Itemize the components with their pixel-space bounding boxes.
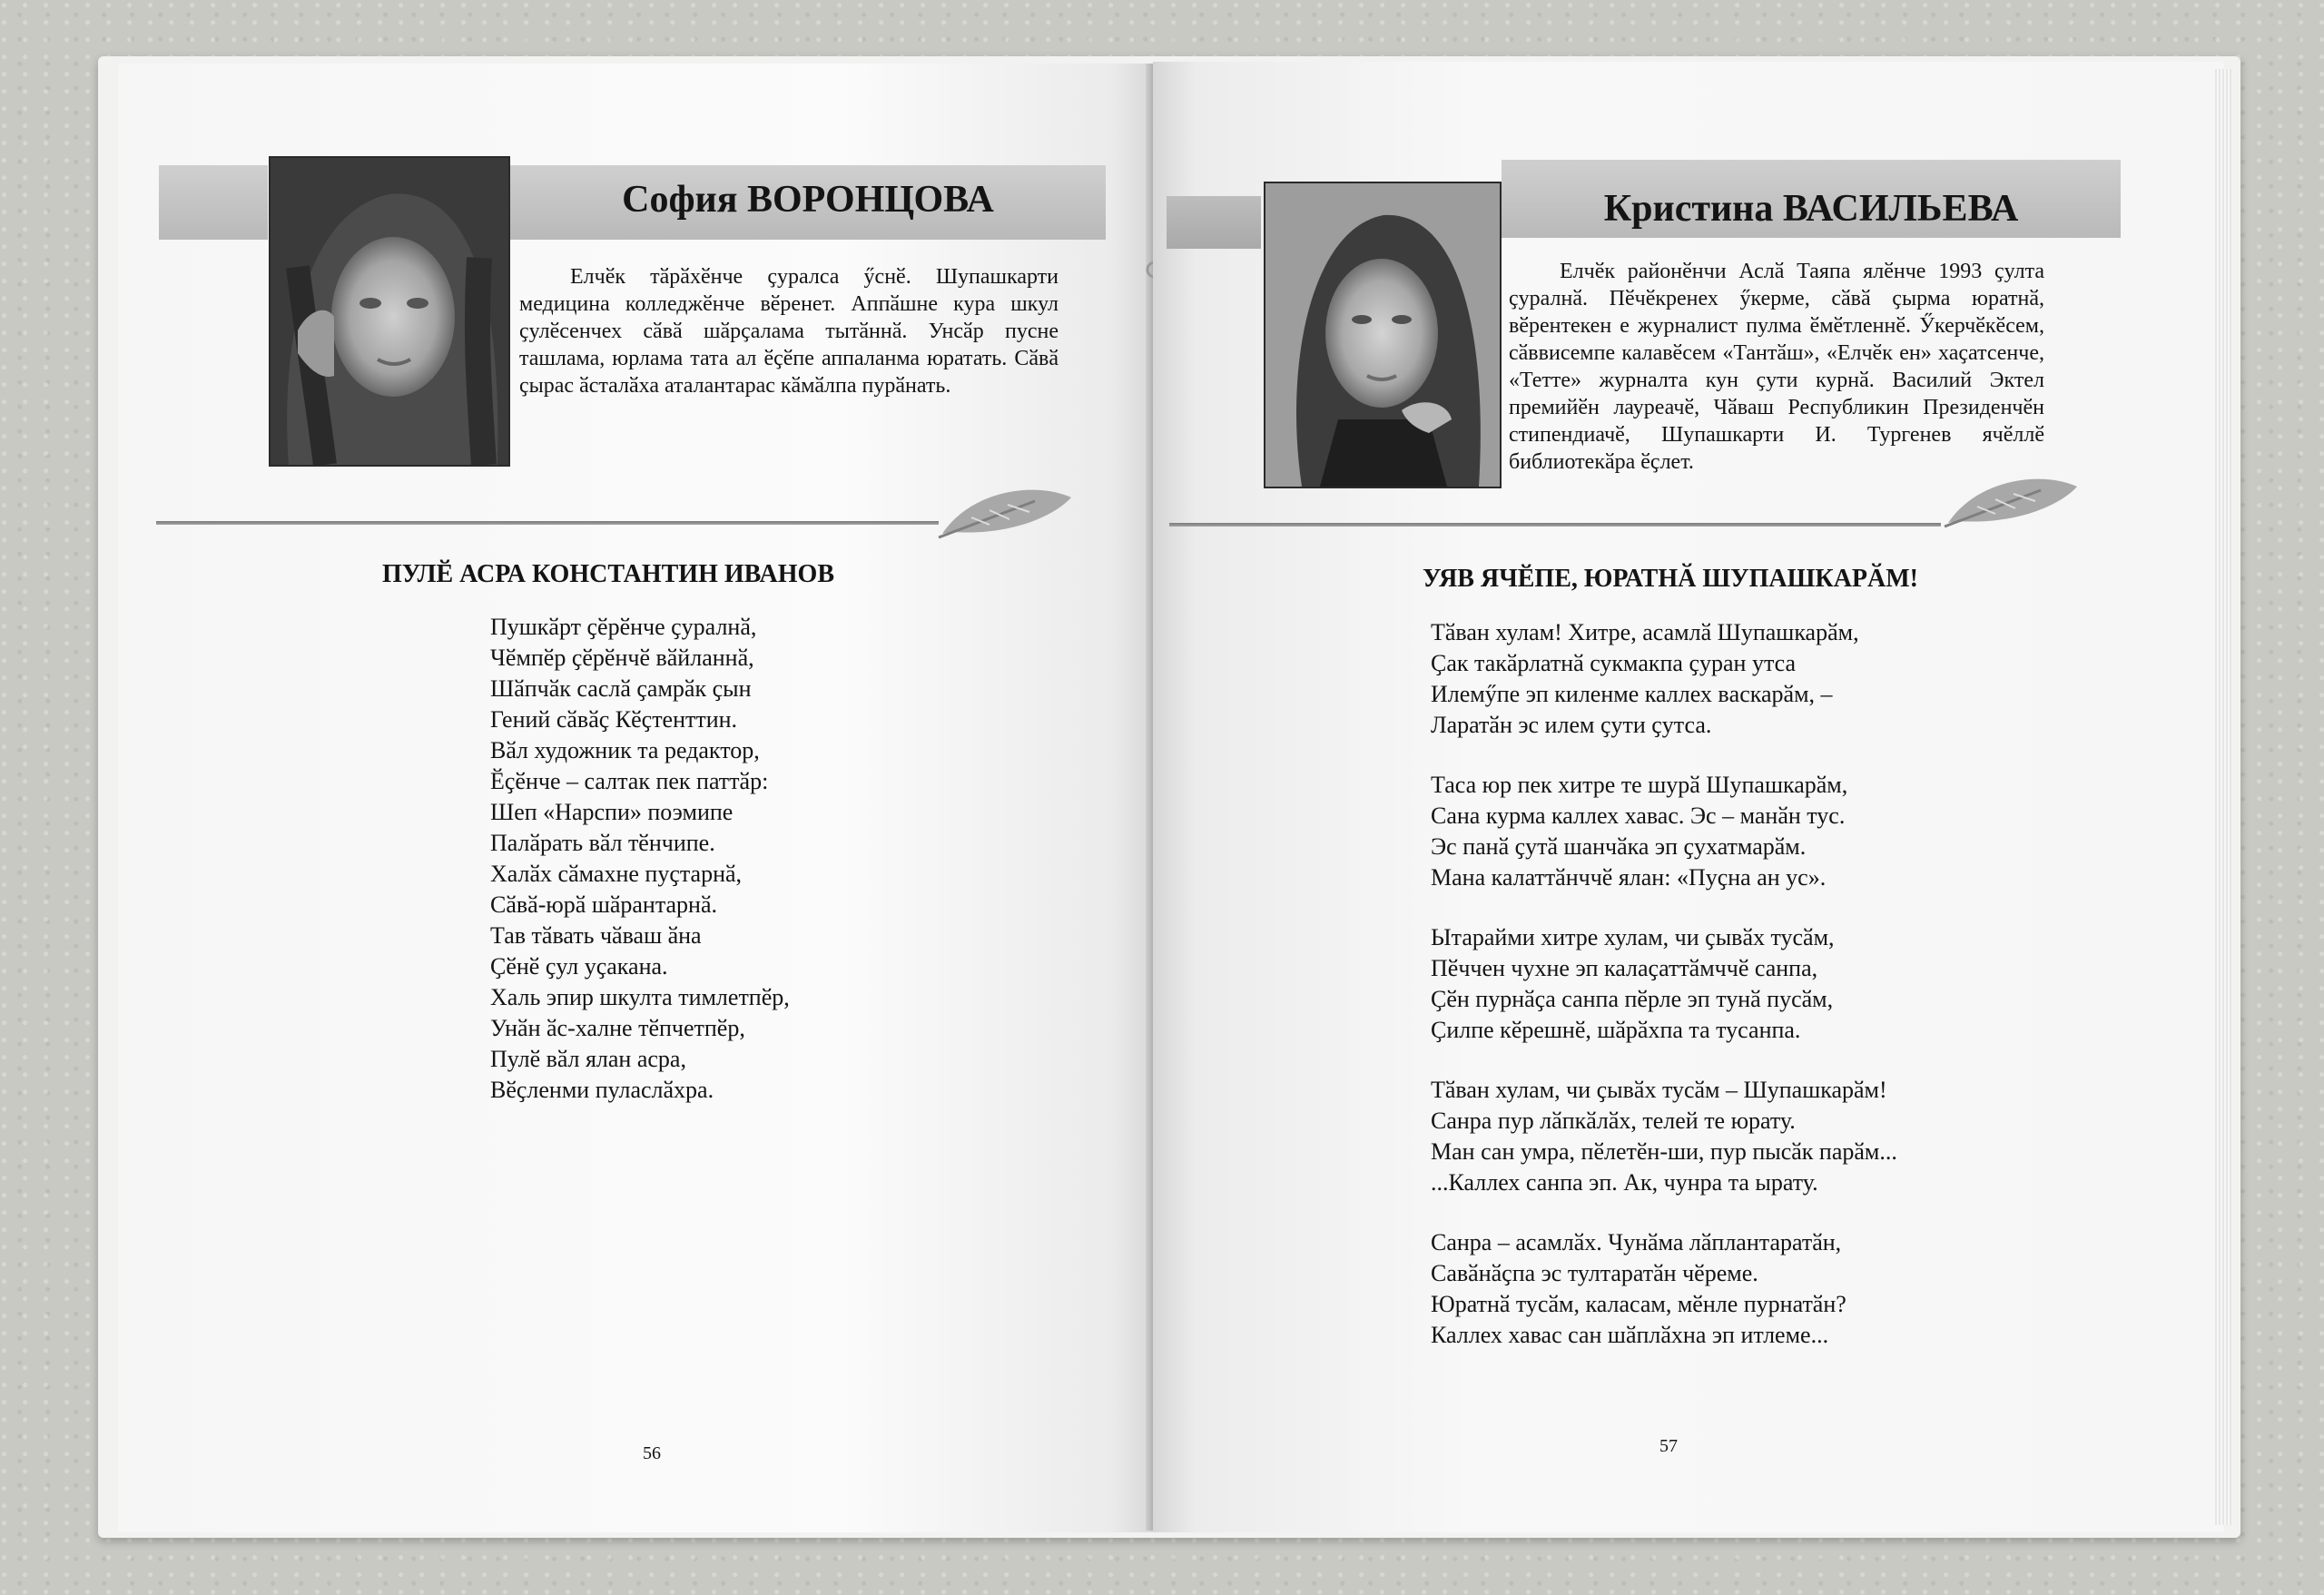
poem-line: Унӑн ӑс-халне тӗпчетпӗр, <box>490 1015 745 1041</box>
poem-line: Тӑван хулам! Хитре, асамлӑ Шупашкарӑм, <box>1431 619 1859 645</box>
poem-line: Ытарайми хитре хулам, чи ҫывӑх тусӑм, <box>1431 924 1835 950</box>
poem-line: Ҫак такӑрлатнӑ сукмакпа ҫуран утса <box>1431 650 1797 676</box>
poem-line: Таса юр пек хитре те шурӑ Шупашкарӑм, <box>1431 772 1848 798</box>
poem-line: Шеп «Нарспи» поэмипе <box>490 799 734 825</box>
right-poem-title: УЯВ ЯЧӖПЕ, ЮРАТНӐ ШУПАШКАРӐМ! <box>1422 565 1918 593</box>
feather-quill-icon <box>935 481 1080 545</box>
poem-line: Сӑвӑ-юрӑ шӑрантарнӑ. <box>490 891 718 918</box>
poem-line: Пӗччен чухне эп калаҫаттӑмччӗ санпа, <box>1431 955 1818 981</box>
poem-line: Палӑрать вӑл тӗнчипе. <box>490 830 715 856</box>
left-poem-lines <box>490 612 790 1106</box>
poem-line: Ларатӑн эс илем ҫути ҫутса. <box>1431 712 1712 738</box>
poem-line: Санра пур лӑпкӑлӑх, телей те юрату. <box>1431 1108 1796 1134</box>
left-bio-text: Елчӗк тӑрӑхӗнче ҫуралса ӳснӗ. Шупашкарти медицина колледжӗнче вӗренет. Аппӑшне кура шкул ҫулӗсенчех сӑвӑ шӑрҫалама тытӑннӑ. Унсӑр пусне ташлама, юрлама тата ал ӗҫӗпе аппаланма юратать. Сӑвӑ ҫырас ӑсталӑха аталантарас кӑмӑлпа пурӑнать. <box>519 265 1059 398</box>
poem-line: Ӗҫӗнче – салтак пек паттӑр: <box>490 768 769 794</box>
poem-line: Илемӳпе эп киленме каллех вaскарӑм, – <box>1431 681 1833 707</box>
poem-line: Юратнӑ тусӑм, каласам, мӗнле пурнатӑн? <box>1431 1291 1846 1317</box>
poem-line: Савӑнӑҫпа эс тултаратӑн чӗреме. <box>1431 1260 1758 1286</box>
poem-line: Шӑпчӑк саслӑ ҫамрӑк ҫын <box>490 675 752 702</box>
poem-line: Халӑх сӑмахне пуҫтарнӑ, <box>490 861 743 887</box>
left-poem-title: ПУЛӖ АСРА КОНСТАНТИН ИВАНОВ <box>381 560 834 588</box>
poem-line: Сана курма каллех хавас. Эс – манӑн тус. <box>1431 802 1846 829</box>
stanza <box>1431 1227 1897 1351</box>
poem-line: Пулӗ вӑл ялан асра, <box>490 1046 686 1072</box>
poem-line: Халь эпир шкулта тимлетпӗр, <box>490 984 790 1010</box>
left-divider-rule <box>156 521 939 525</box>
feather-quill-icon <box>1941 470 2086 534</box>
poem-line: Санра – асамлӑх. Чунӑма лӑплантаратӑн, <box>1431 1229 1842 1255</box>
right-divider-rule <box>1169 523 1941 527</box>
left-header-bar <box>159 165 268 240</box>
right-author-bio <box>1509 258 2044 476</box>
right-author-name: Кристина ВАСИЛЬЕВА <box>1603 188 2019 230</box>
left-author-photo <box>269 156 510 467</box>
portrait-image <box>1265 183 1500 487</box>
poem-line: Вӑл художник та редактор, <box>490 737 760 763</box>
stanza <box>1431 617 1897 741</box>
poem-line: Пушкӑрт ҫӗрӗнче ҫуралнӑ, <box>490 614 757 640</box>
left-author-bio <box>519 263 1059 399</box>
portrait-image <box>271 158 508 465</box>
poem-line: Вӗҫленми пуласлӑхра. <box>490 1077 714 1103</box>
poem-line: Ҫӗн пурнӑҫа санпа пӗрле эп тунӑ пусӑм, <box>1431 986 1834 1012</box>
poem-line: Тав тӑвать чӑваш ӑна <box>490 922 702 949</box>
left-author-name: София ВОРОНЦОВА <box>622 179 994 221</box>
right-author-photo <box>1264 182 1502 488</box>
poem-line: Ман сан умра, пӗлетӗн-ши, пур пысӑк парӑм... <box>1431 1138 1897 1165</box>
poem-line: Ҫилпе кӗрешнӗ, шӑрӑхпа та тусанпа. <box>1431 1017 1801 1043</box>
poem-line: Ҫӗнӗ ҫул уҫакана. <box>490 953 668 980</box>
stanza <box>1431 770 1897 893</box>
poem-line: Чӗмпӗр ҫӗрӗнчӗ вӑйланнӑ, <box>490 645 754 671</box>
poem-line: Гений сӑвӑҫ Кӗҫтенттин. <box>490 706 738 733</box>
poem-line: Эс панӑ ҫутӑ шанчӑка эп ҫухатмарӑм. <box>1431 833 1807 860</box>
poem-line: Тӑван хулам, чи ҫывӑх тусӑм – Шупашкарӑм! <box>1431 1077 1887 1103</box>
left-page-number: 56 <box>643 1443 661 1463</box>
right-page-number: 57 <box>1659 1436 1678 1456</box>
poem-line: Каллех хавас сан шӑплӑхна эп итлеме... <box>1431 1322 1829 1348</box>
stanza <box>1431 922 1897 1046</box>
page-edges <box>2215 69 2231 1525</box>
right-poem-stanzas <box>1431 617 1897 1380</box>
poem-line: Мана калаттӑнччӗ ялан: «Пуҫна ан ус». <box>1431 864 1827 891</box>
poem-line: ...Каллех санпа эп. Ак, чунра та ырату. <box>1431 1169 1818 1196</box>
stanza <box>1431 1075 1897 1198</box>
right-bio-text: Елчӗк районӗнчи Аслӑ Таяпа ялӗнче 1993 ҫулта ҫуралнӑ. Пӗчӗкренех ӳкерме, сӑвӑ ҫырма юратнӑ, вӗрентекен е журналист пулма ӗмӗтленнӗ. Ӳкерчӗкӗсем, сӑввисемпе калавӗсем «Тантӑш», «Елчӗк ен» хаҫатсенче, «Тетте» журналта кун ҫути курнӑ. Василий Эктел премийӗн лауреачӗ, Чӑваш Республикин Президенчӗн стипендиачӗ, Шупашкарти И. Тургенев ячӗллӗ библиотекӑра ӗҫлет. <box>1509 260 2044 474</box>
right-header-bar <box>1167 196 1261 249</box>
